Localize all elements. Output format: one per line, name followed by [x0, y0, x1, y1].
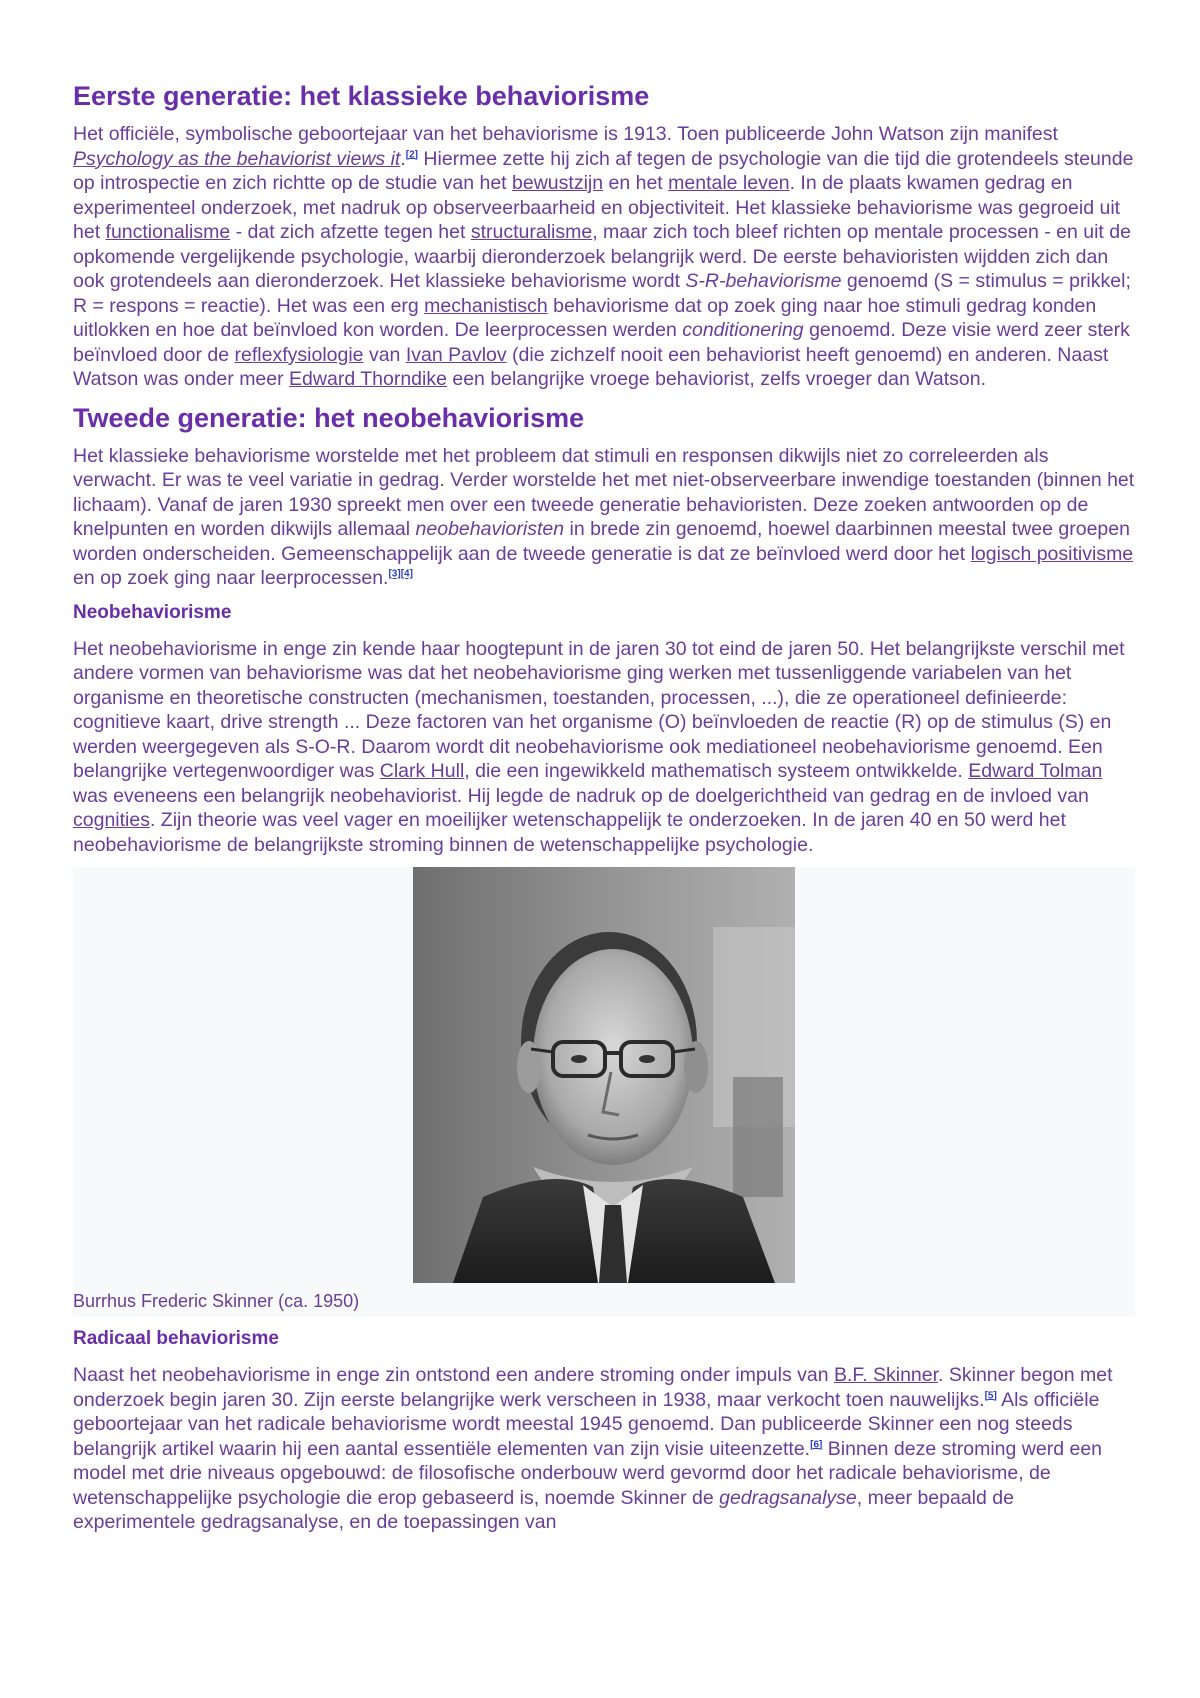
link-edward-tolman[interactable]: Edward Tolman: [968, 760, 1103, 782]
link-edward-thorndike[interactable]: Edward Thorndike: [289, 368, 447, 390]
emphasis-s-r-behaviorisme: S-R-behaviorisme: [685, 270, 842, 292]
reference-2[interactable]: [2]: [405, 149, 418, 160]
figure-skinner: [73, 867, 1135, 1317]
link-reflexfysiologie[interactable]: reflexfysiologie: [234, 343, 364, 366]
reference-5[interactable]: [5]: [984, 1390, 997, 1401]
paragraph-second-generation: Het klassieke behaviorisme worstelde met het probleem dat stimuli en responsen dikwijls niet zo correleerden als verwacht. Er was te veel variatie in gedrag. Verder worstelde het met niet-observeerbare inwendige toestanden (binnen het lichaam). Vanaf de jaren 1930 spreekt men over een tweede generatie behavioristen. Deze zoeken antwoorden op de knelpunten en worden dikwijls allemaal neobehavioristen in brede zin genoemd, hoewel daarbinnen meestal twee groepen worden onderscheiden. Gemeenschappelijk aan de tweede generatie is dat ze beïnvloed werd door het logisch positivisme en op zoek ging naar leerprocessen.[3][4]: [73, 444, 1135, 589]
figure-caption: Burrhus Frederic Skinner (ca. 1950): [73, 1291, 360, 1311]
link-psychology-as-the-behaviorist-views-it[interactable]: Psychology as the behaviorist views it: [73, 147, 401, 170]
link-bf-skinner[interactable]: B.F. Skinner: [833, 1364, 939, 1386]
section-heading-first-generation: Eerste generatie: het klassieke behaviorisme: [73, 81, 650, 111]
skinner-portrait-photo[interactable]: [413, 867, 795, 1283]
emphasis-neobehavioristen: neobehavioristen: [415, 518, 565, 540]
paragraph-radicaal-behaviorisme: Naast het neobehaviorisme in enge zin ontstond een andere stroming onder impuls van B.F. Skinner. Skinner begon met onderzoek begin jaren 30. Zijn eerste belangrijke werk verscheen in 1938, maar verkocht toen nauwelijks.[5] Als officiële geboortejaar van het radicale behaviorisme wordt meestal 1945 genoemd. Dan publiceerde Skinner een nog steeds belangrijk artikel waarin hij een aantal essentiële elementen van zijn visie uiteenzette.[6] Binnen deze stroming werd een model met drie niveaus opgebouwd: de filosofische onderbouw werd gevormd door het radicale behaviorisme, de wetenschappelijke psychologie die erop gebaseerd is, noemde Skinner de gedragsanalyse, meer bepaald de experimentele gedragsanalyse, en de toepassingen van: [73, 1364, 1113, 1533]
link-ivan-pavlov[interactable]: Ivan Pavlov: [405, 343, 507, 366]
link-functionalisme[interactable]: functionalisme: [105, 221, 231, 243]
portrait-illustration: [413, 867, 795, 1283]
subsection-heading-radicaal-behaviorisme: Radicaal behaviorisme: [73, 1328, 279, 1349]
emphasis-conditionering: conditionering: [682, 319, 804, 341]
link-structuralisme[interactable]: structuralisme: [470, 221, 593, 243]
link-cognities[interactable]: cognities: [73, 809, 150, 831]
section-heading-second-generation: Tweede generatie: het neobehaviorisme: [73, 402, 585, 433]
paragraph-first-generation: Het officiële, symbolische geboortejaar van het behaviorisme is 1913. Toen publiceerde John Watson zijn manifest Psychology as the behaviorist views it.[2] Hiermee zette hij zich af tegen de psychologie van die tijd die grotendeels steunde op introspectie en zich richtte op de studie van het bewustzijn en het mentale leven. In de plaats kwamen gedrag en experimenteel onderzoek, met nadruk op observeerbaarheid en objectiviteit. Het klassieke behaviorisme was gegroeid uit het functionalisme - dat zich afzette tegen het structuralisme, maar zich toch bleef richten op mentale processen - en uit de opkomende vergelijkende psychologie, waarbij dieronderzoek belangrijk werd. De eerste behavioristen wijdden zich dan ook grotendeels aan dieronderzoek. Het klassieke behaviorisme wordt S-R-behaviorisme genoemd (S = stimulus = prikkel; R = respons = reactie). Het was een erg mechanistisch behaviorisme dat op zoek ging naar hoe stimuli gedrag konden uitlokken en hoe dat beïnvloed kon worden. De leerprocessen werden conditionering genoemd. Deze visie werd zeer sterk beïnvloed door de reflexfysiologie van Ivan Pavlov (die zichzelf nooit een behaviorist heeft genoemd) en anderen. Naast Watson was onder meer Edward Thorndike een belangrijke vroege behaviorist, zelfs vroeger dan Watson.: [73, 123, 1134, 390]
paragraph-neobehaviorisme: Het neobehaviorisme in enge zin kende haar hoogtepunt in de jaren 30 tot eind de jaren 50. Het belangrijkste verschil met andere vormen van behaviorisme was dat het neobehaviorisme ging werken met tussenliggende variabelen van het organisme en theoretische constructen (mechanismen, toestanden, processen, ...), die ze operationeel definieerde: cognitieve kaart, drive strength ... Deze factoren van het organisme (O) beïnvloeden de reactie (R) op de stimulus (S) en werden weergegeven als S-O-R. Daarom wordt dit neobehaviorisme ook mediationeel neobehaviorisme genoemd. Een belangrijke vertegenwoordiger was Clark Hull, die een ingewikkeld mathematisch systeem ontwikkelde. Edward Tolman was eveneens een belangrijk neobehaviorist. Hij legde de nadruk op de doelgerichtheid van gedrag en de invloed van cognities. Zijn theorie was veel vager en moeilijker wetenschappelijk te onderzoeken. In de jaren 40 en 50 werd het neobehaviorisme de belangrijkste stroming binnen de wetenschappelijke psychologie.: [73, 637, 1125, 856]
link-bewustzijn[interactable]: bewustzijn: [512, 172, 604, 194]
link-mentale-leven[interactable]: mentale leven: [668, 172, 790, 194]
subsection-heading-neobehaviorisme: Neobehaviorisme: [73, 601, 232, 623]
link-clark-hull[interactable]: Clark Hull: [379, 760, 465, 782]
link-logisch-positivisme[interactable]: logisch positivisme: [970, 542, 1134, 565]
article-page: [73, 78, 1135, 1543]
emphasis-gedragsanalyse: gedragsanalyse: [719, 1486, 857, 1509]
reference-6[interactable]: [6]: [810, 1439, 823, 1450]
link-mechanistisch[interactable]: mechanistisch: [424, 294, 548, 317]
reference-3-4[interactable]: [3][4]: [388, 568, 413, 580]
